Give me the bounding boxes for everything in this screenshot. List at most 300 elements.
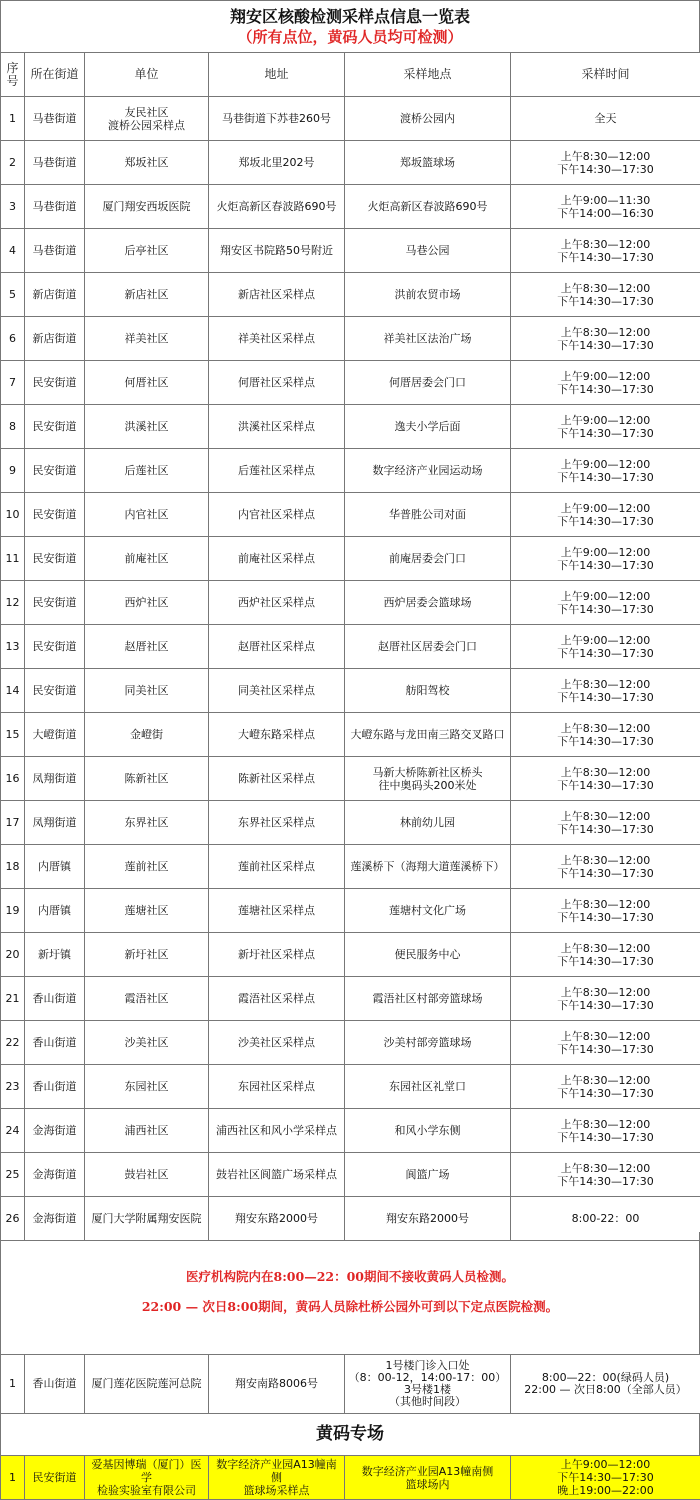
row-no: 5 bbox=[1, 273, 25, 317]
row-unit bbox=[85, 977, 209, 1021]
row-place-line: 西炉居委会篮球场 bbox=[383, 596, 472, 609]
row-time-line: 上午8:30—12:00 bbox=[560, 1117, 651, 1131]
row-place-line: 祥美社区法治广场 bbox=[383, 332, 472, 345]
row-unit bbox=[85, 97, 209, 141]
row-no: 21 bbox=[1, 977, 25, 1021]
notice-line-2: 22:00 — 次日8:00期间，黄码人员除杜桥公园外可到以下定点医院检测。 bbox=[141, 1299, 559, 1314]
row-time bbox=[511, 493, 700, 537]
row-street: 金海街道 bbox=[25, 1153, 85, 1197]
row-street: 民安街道 bbox=[25, 581, 85, 625]
row-unit bbox=[85, 889, 209, 933]
row-place-line: 渡桥公园内 bbox=[400, 112, 455, 125]
row-street: 内厝镇 bbox=[25, 889, 85, 933]
row-address: 莲前社区采样点 bbox=[209, 845, 345, 889]
table-row bbox=[1, 669, 700, 713]
table-row bbox=[1, 581, 700, 625]
row-unit-line: 前庵社区 bbox=[124, 552, 169, 565]
hospital-place bbox=[345, 1355, 511, 1414]
row-place-line: 华普胜公司对面 bbox=[389, 508, 466, 521]
row-unit bbox=[85, 1021, 209, 1065]
row-place bbox=[345, 1109, 511, 1153]
table-row bbox=[1, 801, 700, 845]
row-time bbox=[511, 933, 700, 977]
row-place-line: 阆篮广场 bbox=[405, 1168, 450, 1181]
row-time bbox=[511, 845, 700, 889]
row-no: 1 bbox=[1, 97, 25, 141]
yellow-time-line: 上午9:00—12:00 bbox=[560, 1458, 651, 1471]
table-row bbox=[1, 537, 700, 581]
row-time-line: 下午14:30—17:30 bbox=[557, 910, 654, 924]
row-place-line: 霞浯社区村部旁篮球场 bbox=[372, 992, 483, 1005]
table-row bbox=[1, 625, 700, 669]
row-no: 26 bbox=[1, 1197, 25, 1241]
row-time-line: 下午14:30—17:30 bbox=[557, 998, 654, 1012]
row-time-line: 下午14:30—17:30 bbox=[557, 162, 654, 176]
row-place-line: 翔安东路2000号 bbox=[386, 1212, 469, 1225]
table-row bbox=[1, 185, 700, 229]
row-place-line: 沙美村部旁篮球场 bbox=[383, 1036, 472, 1049]
header-address: 地址 bbox=[209, 53, 345, 97]
row-address: 浦西社区和风小学采样点 bbox=[209, 1109, 345, 1153]
row-street: 民安街道 bbox=[25, 405, 85, 449]
row-no: 11 bbox=[1, 537, 25, 581]
row-time bbox=[511, 97, 700, 141]
row-place bbox=[345, 97, 511, 141]
row-place-line: 往中奥码头200米处 bbox=[378, 778, 477, 792]
yellow-unit-line: 检验实验室有限公司 bbox=[97, 1484, 196, 1497]
row-address: 陈新社区采样点 bbox=[209, 757, 345, 801]
row-unit bbox=[85, 537, 209, 581]
row-time-line: 上午8:30—12:00 bbox=[560, 853, 651, 867]
row-time-line: 上午8:30—12:00 bbox=[560, 149, 651, 163]
row-place bbox=[345, 1153, 511, 1197]
row-place bbox=[345, 801, 511, 845]
row-unit-line: 何厝社区 bbox=[124, 376, 169, 389]
row-street: 金海街道 bbox=[25, 1197, 85, 1241]
row-time bbox=[511, 229, 700, 273]
row-address: 马巷街道下苏巷260号 bbox=[209, 97, 345, 141]
row-unit bbox=[85, 801, 209, 845]
row-time-line: 上午8:30—12:00 bbox=[560, 721, 651, 735]
row-street: 大嶝街道 bbox=[25, 713, 85, 757]
row-address: 东界社区采样点 bbox=[209, 801, 345, 845]
row-address: 东园社区采样点 bbox=[209, 1065, 345, 1109]
row-place bbox=[345, 845, 511, 889]
row-time-line: 下午14:30—17:30 bbox=[557, 822, 654, 836]
yellow-no: 1 bbox=[1, 1456, 25, 1500]
row-no: 20 bbox=[1, 933, 25, 977]
yellow-row bbox=[1, 1456, 700, 1500]
row-address: 祥美社区采样点 bbox=[209, 317, 345, 361]
yellow-section-title: 黄码专场 bbox=[0, 1413, 700, 1455]
row-address: 后莲社区采样点 bbox=[209, 449, 345, 493]
row-time-line: 下午14:30—17:30 bbox=[557, 382, 654, 396]
yellow-address-line: 篮球场采样点 bbox=[243, 1484, 310, 1497]
row-time-line: 上午9:00—12:00 bbox=[560, 457, 651, 471]
row-unit bbox=[85, 185, 209, 229]
hospital-time-line: 22:00 — 次日8:00（全部人员） bbox=[524, 1383, 687, 1396]
row-time-line: 下午14:30—17:30 bbox=[557, 294, 654, 308]
row-street: 民安街道 bbox=[25, 361, 85, 405]
row-place bbox=[345, 757, 511, 801]
row-time-line: 下午14:30—17:30 bbox=[557, 1130, 654, 1144]
row-time-line: 下午14:30—17:30 bbox=[557, 514, 654, 528]
table-row bbox=[1, 713, 700, 757]
row-time-line: 上午8:30—12:00 bbox=[560, 985, 651, 999]
table-row bbox=[1, 317, 700, 361]
row-unit bbox=[85, 405, 209, 449]
row-time-line: 下午14:30—17:30 bbox=[557, 866, 654, 880]
row-time-line: 下午14:30—17:30 bbox=[557, 646, 654, 660]
row-address: 何厝社区采样点 bbox=[209, 361, 345, 405]
row-no: 8 bbox=[1, 405, 25, 449]
row-time bbox=[511, 713, 700, 757]
row-place bbox=[345, 229, 511, 273]
hospital-row bbox=[1, 1355, 700, 1414]
row-time-line: 上午9:00—12:00 bbox=[560, 369, 651, 383]
row-time bbox=[511, 1021, 700, 1065]
row-unit bbox=[85, 317, 209, 361]
row-time-line: 上午8:30—12:00 bbox=[560, 941, 651, 955]
row-time-line: 下午14:30—17:30 bbox=[557, 778, 654, 792]
hospital-no: 1 bbox=[1, 1355, 25, 1414]
row-time-line: 上午8:30—12:00 bbox=[560, 809, 651, 823]
row-unit bbox=[85, 1153, 209, 1197]
row-street: 马巷街道 bbox=[25, 141, 85, 185]
hospital-place-line: 1号楼门诊入口处 bbox=[385, 1359, 470, 1372]
row-time-line: 上午8:30—12:00 bbox=[560, 765, 651, 779]
row-unit-line: 莲前社区 bbox=[124, 860, 169, 873]
row-unit-line: 鼓岩社区 bbox=[124, 1168, 169, 1181]
row-address: 洪溪社区采样点 bbox=[209, 405, 345, 449]
row-no: 12 bbox=[1, 581, 25, 625]
row-unit bbox=[85, 713, 209, 757]
table-row bbox=[1, 405, 700, 449]
row-no: 16 bbox=[1, 757, 25, 801]
row-no: 19 bbox=[1, 889, 25, 933]
row-address: 郑坂北里202号 bbox=[209, 141, 345, 185]
page-subtitle: （所有点位，黄码人员均可检测） bbox=[237, 28, 463, 46]
row-time-line: 上午8:30—12:00 bbox=[560, 1073, 651, 1087]
row-street: 新店街道 bbox=[25, 273, 85, 317]
row-place bbox=[345, 317, 511, 361]
row-time-line: 下午14:30—17:30 bbox=[557, 602, 654, 616]
row-time-line: 下午14:30—17:30 bbox=[557, 1042, 654, 1056]
row-time bbox=[511, 977, 700, 1021]
yellow-unit bbox=[85, 1456, 209, 1500]
row-street: 凤翔街道 bbox=[25, 801, 85, 845]
row-unit bbox=[85, 229, 209, 273]
row-no: 4 bbox=[1, 229, 25, 273]
row-time bbox=[511, 449, 700, 493]
row-time bbox=[511, 537, 700, 581]
row-address: 前庵社区采样点 bbox=[209, 537, 345, 581]
row-street: 民安街道 bbox=[25, 669, 85, 713]
row-no: 17 bbox=[1, 801, 25, 845]
row-no: 15 bbox=[1, 713, 25, 757]
row-street: 香山街道 bbox=[25, 1065, 85, 1109]
row-address: 赵厝社区采样点 bbox=[209, 625, 345, 669]
row-place bbox=[345, 889, 511, 933]
row-place bbox=[345, 581, 511, 625]
row-no: 18 bbox=[1, 845, 25, 889]
row-address: 莲塘社区采样点 bbox=[209, 889, 345, 933]
row-address: 翔安区书院路50号附近 bbox=[209, 229, 345, 273]
row-unit-line: 同美社区 bbox=[124, 684, 169, 697]
row-time bbox=[511, 669, 700, 713]
row-unit-line: 东界社区 bbox=[124, 816, 169, 829]
row-time-line: 下午14:30—17:30 bbox=[557, 954, 654, 968]
row-place-line: 莲溪桥下（海翔大道莲溪桥下） bbox=[350, 860, 505, 873]
row-time-line: 上午9:00—11:30 bbox=[560, 193, 651, 207]
row-time bbox=[511, 1109, 700, 1153]
row-place-line: 舫阳驾校 bbox=[405, 684, 450, 697]
row-place-line: 大嶝东路与龙田南三路交叉路口 bbox=[350, 728, 505, 741]
row-time-line: 上午9:00—12:00 bbox=[560, 589, 651, 603]
row-place-line: 逸夫小学后面 bbox=[394, 420, 461, 433]
row-place-line: 前庵居委会门口 bbox=[389, 552, 466, 565]
hospital-unit: 厦门莲花医院莲河总院 bbox=[85, 1355, 209, 1414]
yellow-section-table bbox=[0, 1455, 700, 1500]
row-time-line: 上午8:30—12:00 bbox=[560, 325, 651, 339]
row-time bbox=[511, 361, 700, 405]
row-place-line: 东园社区礼堂口 bbox=[389, 1080, 466, 1093]
row-unit-line: 新店社区 bbox=[124, 288, 169, 301]
row-time-line: 8:00-22：00 bbox=[571, 1212, 640, 1225]
row-street: 民安街道 bbox=[25, 449, 85, 493]
row-place-line: 火炬高新区春波路690号 bbox=[367, 200, 488, 213]
row-unit-line: 霞浯社区 bbox=[124, 992, 169, 1005]
row-address: 霞浯社区采样点 bbox=[209, 977, 345, 1021]
table-row bbox=[1, 97, 700, 141]
row-time-line: 下午14:30—17:30 bbox=[557, 338, 654, 352]
yellow-time bbox=[511, 1456, 700, 1500]
row-place-line: 郑坂篮球场 bbox=[400, 156, 455, 169]
row-unit-line: 陈新社区 bbox=[124, 772, 169, 785]
row-unit bbox=[85, 757, 209, 801]
table-row bbox=[1, 449, 700, 493]
row-time bbox=[511, 889, 700, 933]
row-time-line: 上午8:30—12:00 bbox=[560, 281, 651, 295]
row-unit bbox=[85, 493, 209, 537]
row-street: 民安街道 bbox=[25, 493, 85, 537]
row-time-line: 下午14:30—17:30 bbox=[557, 558, 654, 572]
table-row bbox=[1, 493, 700, 537]
row-place bbox=[345, 141, 511, 185]
row-address: 新店社区采样点 bbox=[209, 273, 345, 317]
row-address: 翔安东路2000号 bbox=[209, 1197, 345, 1241]
hospital-address: 翔安南路8006号 bbox=[209, 1355, 345, 1414]
hospital-place-line: 3号楼1楼 bbox=[404, 1383, 451, 1396]
row-place bbox=[345, 933, 511, 977]
table-row bbox=[1, 1021, 700, 1065]
header-time: 采样时间 bbox=[511, 53, 700, 97]
yellow-time-line: 晚上19:00—22:00 bbox=[557, 1484, 654, 1497]
row-no: 24 bbox=[1, 1109, 25, 1153]
yellow-code-notice bbox=[0, 1232, 700, 1354]
table-row bbox=[1, 141, 700, 185]
row-place bbox=[345, 405, 511, 449]
row-time bbox=[511, 273, 700, 317]
row-unit-line: 莲塘社区 bbox=[124, 904, 169, 917]
row-address: 鼓岩社区阆篮广场采样点 bbox=[209, 1153, 345, 1197]
row-time bbox=[511, 801, 700, 845]
row-no: 14 bbox=[1, 669, 25, 713]
row-place-line: 赵厝社区居委会门口 bbox=[378, 640, 477, 653]
row-time-line: 上午8:30—12:00 bbox=[560, 897, 651, 911]
row-time-line: 上午8:30—12:00 bbox=[560, 1161, 651, 1175]
header-no: 序号 bbox=[1, 53, 25, 97]
row-place bbox=[345, 625, 511, 669]
row-unit-line: 浦西社区 bbox=[124, 1124, 169, 1137]
table-row bbox=[1, 757, 700, 801]
row-place bbox=[345, 449, 511, 493]
row-time-line: 下午14:30—17:30 bbox=[557, 690, 654, 704]
row-place bbox=[345, 669, 511, 713]
row-unit-line: 郑坂社区 bbox=[124, 156, 169, 169]
row-unit bbox=[85, 581, 209, 625]
row-unit-line: 西炉社区 bbox=[124, 596, 169, 609]
table-row bbox=[1, 1153, 700, 1197]
row-unit-line: 后莲社区 bbox=[124, 464, 169, 477]
hospital-time bbox=[511, 1355, 700, 1414]
row-street: 马巷街道 bbox=[25, 185, 85, 229]
header-unit: 单位 bbox=[85, 53, 209, 97]
row-place-line: 数字经济产业园运动场 bbox=[372, 464, 483, 477]
row-time-line: 下午14:30—17:30 bbox=[557, 250, 654, 264]
row-time bbox=[511, 757, 700, 801]
yellow-address-line: 数字经济产业园A13幢南侧 bbox=[216, 1458, 337, 1484]
table-row bbox=[1, 933, 700, 977]
row-place bbox=[345, 273, 511, 317]
row-unit bbox=[85, 669, 209, 713]
row-time-line: 下午14:30—17:30 bbox=[557, 1174, 654, 1188]
hospital-time-line: 8:00—22：00(绿码人员) bbox=[541, 1371, 670, 1384]
row-unit-line: 厦门大学附属翔安医院 bbox=[91, 1212, 202, 1225]
row-place bbox=[345, 361, 511, 405]
hospital-street: 香山街道 bbox=[25, 1355, 85, 1414]
row-time-line: 上午9:00—12:00 bbox=[560, 633, 651, 647]
row-place-line: 马新大桥陈新社区桥头 bbox=[372, 765, 483, 779]
row-street: 金海街道 bbox=[25, 1109, 85, 1153]
table-row bbox=[1, 1065, 700, 1109]
row-place bbox=[345, 537, 511, 581]
row-unit bbox=[85, 449, 209, 493]
row-time-line: 下午14:00—16:30 bbox=[557, 206, 654, 220]
yellow-street: 民安街道 bbox=[25, 1456, 85, 1500]
table-row bbox=[1, 273, 700, 317]
row-unit bbox=[85, 933, 209, 977]
page-title: 翔安区核酸检测采样点信息一览表 bbox=[229, 7, 470, 26]
yellow-place bbox=[345, 1456, 511, 1500]
table-row bbox=[1, 977, 700, 1021]
row-unit-line: 洪溪社区 bbox=[124, 420, 169, 433]
row-unit-line: 东园社区 bbox=[124, 1080, 169, 1093]
table-row bbox=[1, 1109, 700, 1153]
row-no: 6 bbox=[1, 317, 25, 361]
row-street: 香山街道 bbox=[25, 1021, 85, 1065]
row-address: 同美社区采样点 bbox=[209, 669, 345, 713]
row-street: 马巷街道 bbox=[25, 97, 85, 141]
row-no: 22 bbox=[1, 1021, 25, 1065]
row-address: 大嶝东路采样点 bbox=[209, 713, 345, 757]
sites-table bbox=[0, 52, 700, 1241]
table-row bbox=[1, 845, 700, 889]
row-time-line: 上午8:30—12:00 bbox=[560, 1029, 651, 1043]
row-unit-line: 赵厝社区 bbox=[124, 640, 169, 653]
row-unit bbox=[85, 141, 209, 185]
hospital-place-line: （8：00-12，14:00-17：00） bbox=[348, 1371, 507, 1384]
row-unit bbox=[85, 845, 209, 889]
row-unit bbox=[85, 625, 209, 669]
row-time-line: 上午9:00—12:00 bbox=[560, 413, 651, 427]
row-street: 新店街道 bbox=[25, 317, 85, 361]
title-area bbox=[0, 0, 700, 53]
row-street: 民安街道 bbox=[25, 625, 85, 669]
header-street: 所在街道 bbox=[25, 53, 85, 97]
row-time bbox=[511, 185, 700, 229]
row-time-line: 上午9:00—12:00 bbox=[560, 501, 651, 515]
row-place-line: 便民服务中心 bbox=[394, 948, 461, 961]
row-street: 香山街道 bbox=[25, 977, 85, 1021]
row-no: 10 bbox=[1, 493, 25, 537]
row-time-line: 下午14:30—17:30 bbox=[557, 1086, 654, 1100]
row-place bbox=[345, 493, 511, 537]
row-place bbox=[345, 1065, 511, 1109]
row-address: 沙美社区采样点 bbox=[209, 1021, 345, 1065]
row-unit bbox=[85, 273, 209, 317]
row-unit-line: 后亭社区 bbox=[124, 244, 169, 257]
table-header-row bbox=[1, 53, 700, 97]
header-place: 采样地点 bbox=[345, 53, 511, 97]
row-time-line: 全天 bbox=[594, 112, 617, 125]
yellow-unit-line: 爱基因博瑞（厦门）医学 bbox=[91, 1458, 202, 1484]
yellow-place-line: 篮球场内 bbox=[405, 1477, 450, 1491]
hospital-table bbox=[0, 1354, 700, 1414]
row-unit bbox=[85, 1109, 209, 1153]
row-time bbox=[511, 405, 700, 449]
row-no: 25 bbox=[1, 1153, 25, 1197]
row-unit-line: 沙美社区 bbox=[124, 1036, 169, 1049]
row-unit-line: 渡桥公园采样点 bbox=[108, 118, 185, 132]
row-no: 3 bbox=[1, 185, 25, 229]
row-unit-line: 厦门翔安西坂医院 bbox=[102, 200, 191, 213]
row-street: 民安街道 bbox=[25, 537, 85, 581]
row-time bbox=[511, 317, 700, 361]
notice-line-1: 医疗机构院内在8:00—22：00期间不接收黄码人员检测。 bbox=[186, 1269, 514, 1284]
row-street: 凤翔街道 bbox=[25, 757, 85, 801]
row-unit-line: 金嶝街 bbox=[130, 728, 163, 741]
yellow-time-line: 下午14:30—17:30 bbox=[557, 1471, 654, 1484]
row-address: 内官社区采样点 bbox=[209, 493, 345, 537]
row-time-line: 上午9:00—12:00 bbox=[560, 545, 651, 559]
row-no: 23 bbox=[1, 1065, 25, 1109]
row-place bbox=[345, 977, 511, 1021]
yellow-place-line: 数字经济产业园A13幢南侧 bbox=[361, 1464, 494, 1478]
row-address: 新圩社区采样点 bbox=[209, 933, 345, 977]
row-place-line: 林前幼儿园 bbox=[400, 816, 455, 829]
row-address: 西炉社区采样点 bbox=[209, 581, 345, 625]
row-place-line: 马巷公园 bbox=[405, 244, 450, 257]
row-time-line: 下午14:30—17:30 bbox=[557, 470, 654, 484]
row-no: 7 bbox=[1, 361, 25, 405]
row-time-line: 下午14:30—17:30 bbox=[557, 734, 654, 748]
yellow-address bbox=[209, 1456, 345, 1500]
row-unit-line: 内官社区 bbox=[124, 508, 169, 521]
row-no: 9 bbox=[1, 449, 25, 493]
row-place-line: 和风小学东侧 bbox=[394, 1124, 461, 1137]
row-time bbox=[511, 625, 700, 669]
